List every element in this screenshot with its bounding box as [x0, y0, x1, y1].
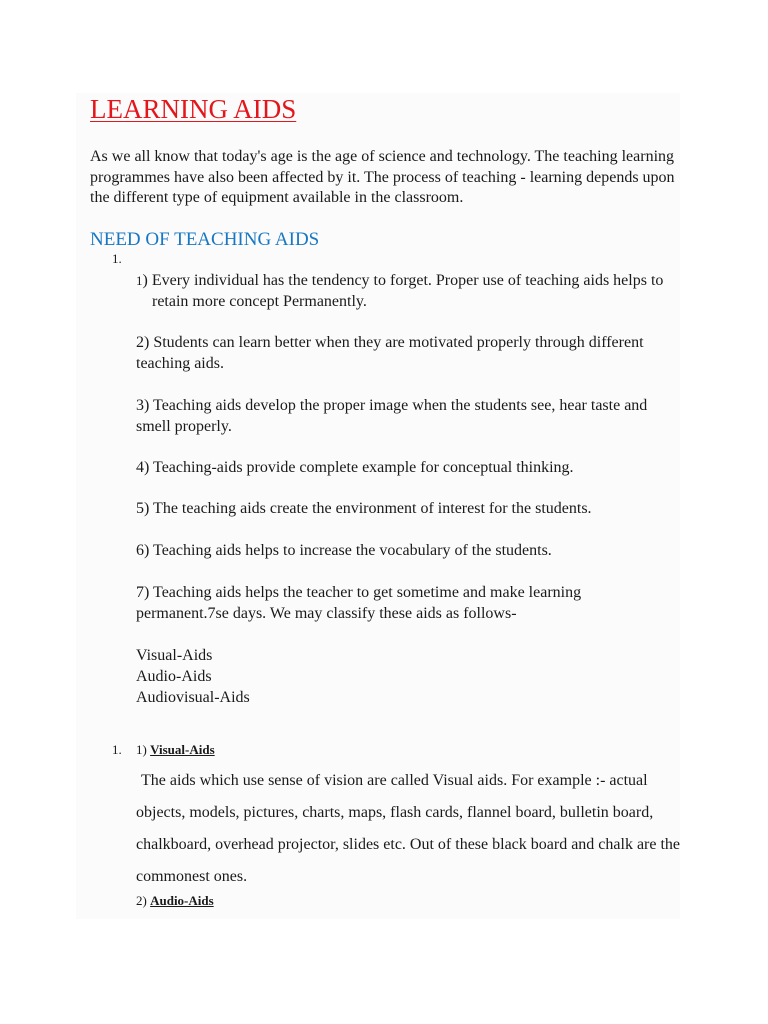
visual-aids-paragraph: [136, 765, 681, 893]
visual-aids-label: Visual-Aids: [150, 742, 215, 757]
need-point-1-text-continued: retain more concept Permanently.: [152, 293, 367, 310]
types-list-marker: 1.: [112, 742, 122, 757]
audio-aids-label: Audio-Aids: [150, 893, 214, 908]
aid-type-item: Audio-Aids: [136, 668, 212, 685]
need-point-7: 7) Teaching aids helps the teacher to get sometime and make learning permanent.7se days. We may classify these aids as follows-: [136, 584, 582, 622]
audio-aids-heading: [136, 893, 214, 909]
need-point-3: 3) Teaching aids develop the proper image when the students see, hear taste and smell properly.: [136, 397, 648, 435]
need-point-1-text: ) Every individual has the tendency to forget. Proper use of teaching aids helps to: [142, 272, 664, 289]
audio-aids-prefix: 2): [136, 893, 147, 908]
aid-types-list: [136, 645, 250, 708]
visual-aids-prefix: 1): [136, 742, 147, 757]
need-point-2: 2) Students can learn better when they are motivated properly through different teaching aids.: [136, 334, 644, 372]
need-heading: NEED OF TEACHING AIDS: [90, 229, 320, 250]
intro-paragraph: As we all know that today's age is the age of science and technology. The teaching learning programmes have also been affected by it. The process of teaching - learning depends upon the different type of equipment available in the classroom.: [90, 148, 675, 207]
visual-aids-text: The aids which use sense of vision are called Visual aids. For example :- actual objects, models, pictures, charts, maps, flash cards, flannel board, bulletin board, chalkboard, overhead projector, slides etc. Out of these black board and chalk are the commonest ones.: [136, 772, 681, 885]
need-point-5: 5) The teaching aids create the environment of interest for the students.: [136, 500, 592, 517]
page-title: LEARNING AIDS: [90, 94, 297, 124]
need-point-1-number: 1: [136, 273, 143, 288]
need-list-marker: 1.: [112, 251, 122, 266]
aid-type-item: Visual-Aids: [136, 647, 213, 664]
need-point-1: [136, 270, 676, 312]
need-point-4: 4) Teaching-aids provide complete example for conceptual thinking.: [136, 459, 574, 476]
visual-aids-heading: [136, 742, 215, 758]
aid-type-item: Audiovisual-Aids: [136, 689, 250, 706]
need-point-6: 6) Teaching aids helps to increase the vocabulary of the students.: [136, 542, 552, 559]
